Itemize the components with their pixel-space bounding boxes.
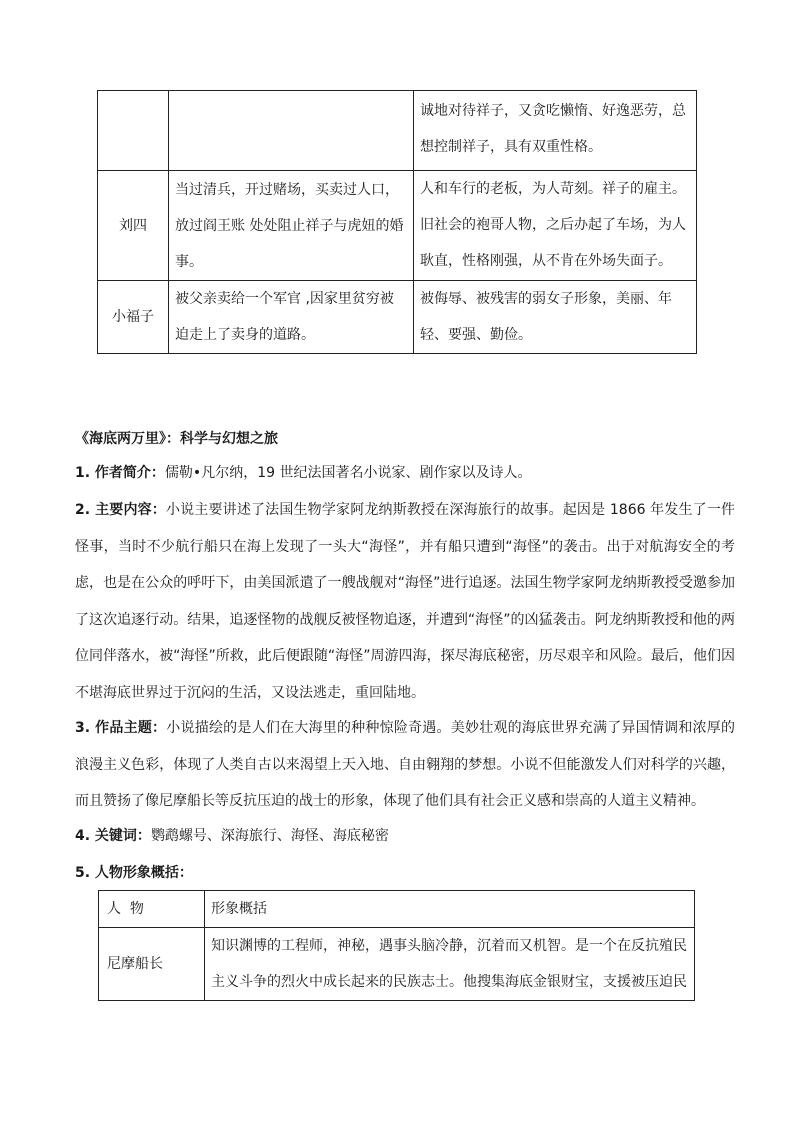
main-content [75, 492, 735, 711]
theme-text: 小说描绘的是人们在大海里的种种惊险奇遇。美妙壮观的海底世界充满了异国情调和浓厚的浪漫主义色彩，体现了人类自古以来渴望上天入地、自由翱翔的梦想。小说不但能激发人们对科学的兴趣，而且赞扬了像尼摩船长等反抗压迫的战士的形象，体现了他们具有社会正义感和崇高的人道主义精神。 [75, 720, 735, 809]
character-table-camel-xiangzi [97, 90, 697, 354]
keywords [75, 818, 735, 855]
character-experience: 当过清兵，开过赌场，买卖过人口，放过阎王账 处处阻止祥子与虎妞的婚事。 [169, 171, 414, 281]
table-row [98, 171, 697, 281]
character-name: 尼摩船长 [99, 928, 205, 1001]
character-experience [169, 91, 414, 171]
character-description: 诚地对待祥子，又贪吃懒惰、好逸恶劳，总想控制祥子，具有双重性格。 [414, 91, 697, 171]
character-description: 知识渊博的工程师，神秘，遇事头脑冷静，沉着而又机智。是一个在反抗殖民主义斗争的烈火中成长起来的民族志士。他搜集海底金银财宝，支援被压迫民 [205, 928, 695, 1001]
content-text: 小说主要讲述了法国生物学家阿龙纳斯教授在深海旅行的故事。起因是 1866 年发生了一件怪事，当时不少航行船只在海上发现了一头大“海怪”，并有船只遭到“海怪”的袭击。出于对航海安全的考虑，也是在公众的呼吁下，由美国派遣了一艘战舰对“海怪”进行追逐。法国生物学家阿龙纳斯教授受邀参加了这次追逐行动。结果，追逐怪物的战舰反被怪物追逐，并遭到“海怪”的凶猛袭击。阿龙纳斯教授和他的两位同伴落水，被“海怪”所救，此后便跟随“海怪”周游四海，探尽海底秘密，历尽艰辛和风险。最后，他们因不堪海底世界过于沉闷的生活，又设法逃走，重回陆地。 [75, 502, 736, 701]
table-header-row [99, 891, 695, 928]
author-text: 儒勒•凡尔纳，19 世纪法国著名小说家、剧作家以及诗人。 [164, 465, 532, 481]
author-intro [75, 455, 735, 492]
theme-label: 3. 作品主题： [75, 720, 167, 736]
character-description: 人和车行的老板，为人苛刻。祥子的雇主。旧社会的袍哥人物，之后办起了车场，为人耿直，性格刚强，从不肯在外场失面子。 [414, 171, 697, 281]
keywords-text: 鹦鹉螺号、深海旅行、海怪、海底秘密 [150, 828, 389, 844]
characters-label: 5. 人物形象概括： [75, 865, 193, 881]
character-name [98, 91, 169, 171]
character-name: 刘四 [98, 171, 169, 281]
character-table-twenty-thousand-leagues [98, 890, 695, 1001]
work-theme [75, 710, 735, 820]
table-row [98, 281, 697, 354]
author-label: 1. 作者简介： [75, 465, 165, 481]
keywords-label: 4. 关键词： [75, 828, 151, 844]
character-name: 小福子 [98, 281, 169, 354]
character-description: 被侮辱、被残害的弱女子形象，美丽、年轻、要强、勤俭。 [414, 281, 697, 354]
character-experience: 被父亲卖给一个军官 ,因家里贫穷被迫走上了卖身的道路。 [169, 281, 414, 354]
table-row [99, 928, 695, 1001]
characters-heading [75, 855, 735, 892]
header-name: 人 物 [99, 891, 205, 928]
header-description: 形象概括 [205, 891, 695, 928]
content-label: 2. 主要内容： [75, 502, 166, 518]
table-row [98, 91, 697, 171]
section-title: 《海底两万里》：科学与幻想之旅 [75, 431, 278, 447]
